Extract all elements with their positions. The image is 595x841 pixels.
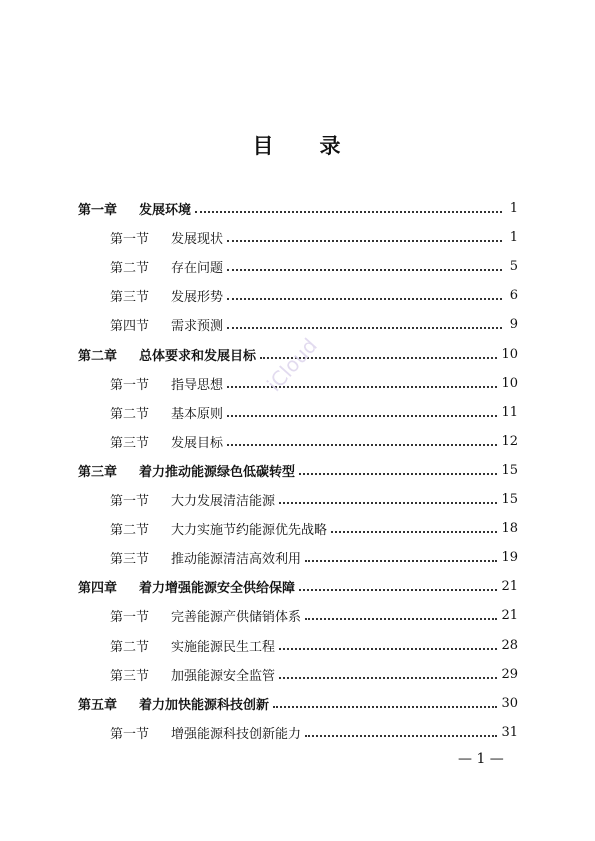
- toc-page-number: 1: [509, 200, 518, 216]
- toc-entry-title: 着力推动能源绿色低碳转型: [139, 464, 296, 480]
- toc-entry-title: 基本原则: [171, 406, 224, 422]
- toc-entry-number: 第三章: [78, 464, 118, 480]
- toc-page-number: 30: [501, 695, 518, 711]
- toc-entry-number: 第二节: [110, 639, 150, 655]
- toc-entry-label: [78, 199, 191, 218]
- toc-entry-label: [110, 723, 301, 742]
- toc-entry-number: 第三节: [110, 289, 150, 305]
- toc-entry-title: 指导思想: [171, 377, 224, 393]
- dot-leader: [227, 414, 497, 417]
- toc-page-number: 19: [501, 549, 518, 565]
- toc-entry-title: 发展形势: [171, 289, 224, 305]
- dot-leader: [305, 559, 497, 562]
- toc-entry-label: [110, 374, 223, 393]
- dot-leader: [279, 676, 497, 679]
- toc-entry-title: 发展现状: [171, 231, 224, 247]
- toc-page-number: 29: [501, 666, 518, 682]
- toc-entry-title: 存在问题: [171, 260, 224, 276]
- toc-page-number: 18: [501, 520, 518, 536]
- toc-entry-number: 第五章: [78, 697, 118, 713]
- toc-page-number: 5: [509, 258, 518, 274]
- toc-entry-number: 第一节: [110, 726, 150, 742]
- toc-section-row: [110, 546, 518, 568]
- toc-section-row: [110, 488, 518, 510]
- toc-entry-title: 推动能源清洁高效利用: [171, 551, 302, 567]
- toc-section-row: [110, 663, 518, 685]
- toc-entry-label: [110, 257, 223, 276]
- toc-entry-title: 需求预测: [171, 318, 224, 334]
- toc-entry-number: 第三节: [110, 435, 150, 451]
- dot-leader: [331, 530, 497, 533]
- dot-leader: [305, 617, 497, 620]
- toc-section-row: [110, 517, 518, 539]
- toc-page-number: 6: [509, 287, 518, 303]
- toc-entry-number: 第三节: [110, 668, 150, 684]
- dot-leader: [305, 734, 497, 737]
- toc-page-number: 1: [509, 229, 518, 245]
- toc-section-row: [110, 634, 518, 656]
- toc-page-number: 15: [501, 491, 518, 507]
- toc-entry-number: 第一节: [110, 231, 150, 247]
- toc-entry-label: [110, 519, 327, 538]
- toc-section-row: [110, 284, 518, 306]
- toc-chapter-row: [78, 575, 518, 597]
- dot-leader: [279, 647, 497, 650]
- toc-entry-title: 加强能源安全监管: [171, 668, 276, 684]
- toc-chapter-row: [78, 197, 518, 219]
- toc-entry-label: [110, 403, 223, 422]
- toc-entry-label: [110, 636, 275, 655]
- toc-chapter-row: [78, 692, 518, 714]
- toc-entry-label: [110, 490, 275, 509]
- toc-section-row: [110, 430, 518, 452]
- toc-entry-number: 第四节: [110, 318, 150, 334]
- toc-entry-number: 第二节: [110, 406, 150, 422]
- toc-page-number: 31: [501, 724, 518, 740]
- toc-page-number: 21: [501, 607, 518, 623]
- toc-entry-title: 发展环境: [139, 202, 192, 218]
- toc-section-row: [110, 313, 518, 335]
- toc-page-number: 9: [509, 316, 518, 332]
- toc-page-number: 15: [501, 462, 518, 478]
- toc-entry-number: 第四章: [78, 580, 118, 596]
- watermark: iCloud: [262, 333, 322, 397]
- toc-page-number: 12: [501, 433, 518, 449]
- toc-page-number: 10: [501, 346, 518, 362]
- toc-entry-label: [78, 345, 256, 364]
- toc-entry-label: [78, 694, 269, 713]
- toc-page-number: 21: [501, 578, 518, 594]
- dot-leader: [279, 501, 497, 504]
- toc-entry-number: 第一节: [110, 609, 150, 625]
- toc-entry-title: 实施能源民生工程: [171, 639, 276, 655]
- dot-leader: [227, 443, 497, 446]
- dot-leader: [227, 268, 502, 271]
- toc-entry-label: [78, 577, 295, 596]
- toc-page-number: 10: [501, 375, 518, 391]
- toc-chapter-row: [78, 459, 518, 481]
- toc-entry-title: 完善能源产供储销体系: [171, 609, 302, 625]
- dot-leader: [227, 326, 502, 329]
- dot-leader: [227, 297, 502, 300]
- toc-entry-number: 第一节: [110, 377, 150, 393]
- toc-entry-title: 着力加快能源科技创新: [139, 697, 270, 713]
- toc-entry-title: 总体要求和发展目标: [139, 348, 257, 364]
- toc-entry-label: [110, 432, 223, 451]
- toc-section-row: [110, 401, 518, 423]
- toc-section-row: [110, 721, 518, 743]
- toc-entry-number: 第一章: [78, 202, 118, 218]
- toc-section-row: [110, 604, 518, 626]
- toc-page-number: 11: [501, 404, 518, 420]
- dot-leader: [273, 705, 497, 708]
- toc-entry-number: 第一节: [110, 493, 150, 509]
- toc-entry-title: 大力实施节约能源优先战略: [171, 522, 328, 538]
- page-title: [0, 130, 595, 160]
- toc-section-row: [110, 226, 518, 248]
- toc-entry-label: [110, 665, 275, 684]
- toc-entry-title: 发展目标: [171, 435, 224, 451]
- toc-entry-title: 增强能源科技创新能力: [171, 726, 302, 742]
- toc-section-row: [110, 372, 518, 394]
- title-char-2: 录: [319, 133, 343, 158]
- toc-entry-number: 第三节: [110, 551, 150, 567]
- toc-entry-number: 第二章: [78, 348, 118, 364]
- toc-entry-label: [110, 548, 301, 567]
- dot-leader: [299, 472, 497, 475]
- page-number: — 1 —: [458, 751, 504, 767]
- toc-entry-label: [110, 315, 223, 334]
- title-char-1: 目: [252, 133, 276, 158]
- toc-entry-label: [78, 461, 295, 480]
- toc-entry-number: 第二节: [110, 260, 150, 276]
- dot-leader: [227, 239, 502, 242]
- toc-entry-label: [110, 286, 223, 305]
- dot-leader: [195, 210, 502, 213]
- toc-entry-label: [110, 228, 223, 247]
- toc-entry-label: [110, 606, 301, 625]
- toc-section-row: [110, 255, 518, 277]
- dot-leader: [299, 588, 497, 591]
- toc-entry-title: 着力增强能源安全供给保障: [139, 580, 296, 596]
- toc-page-number: 28: [501, 637, 518, 653]
- toc-entry-title: 大力发展清洁能源: [171, 493, 276, 509]
- toc-entry-number: 第二节: [110, 522, 150, 538]
